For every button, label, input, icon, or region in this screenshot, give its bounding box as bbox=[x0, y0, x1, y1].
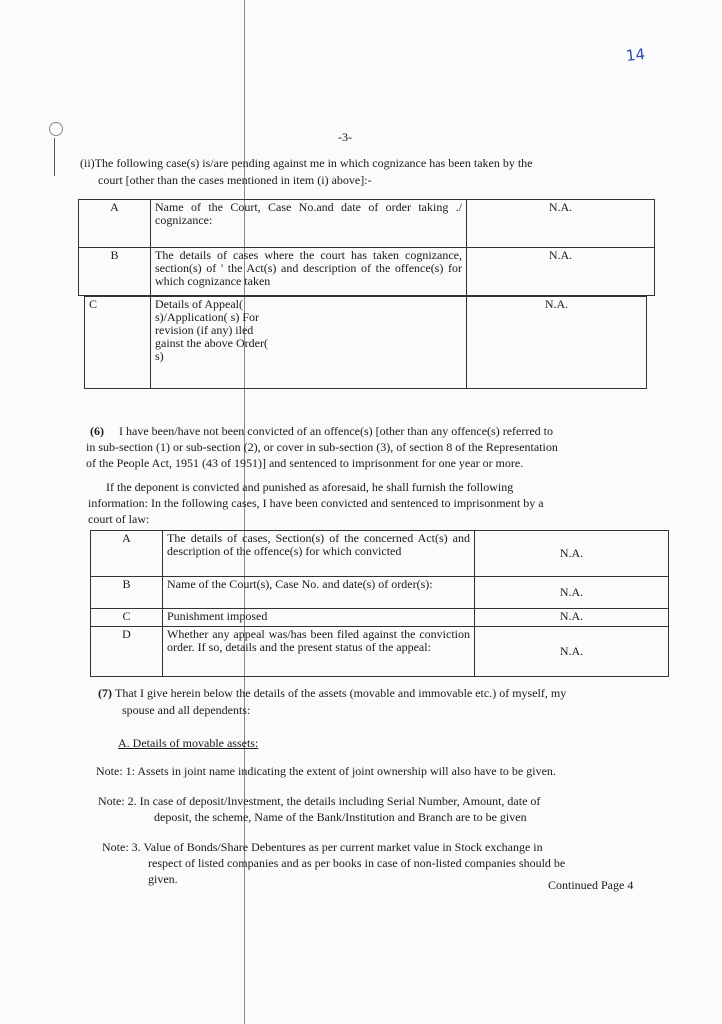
table-row bbox=[79, 248, 655, 296]
note-1: Note: 1: Assets in joint name indicating the extent of joint ownership will also have to be given. bbox=[96, 764, 556, 778]
row-value: N.A. bbox=[475, 627, 669, 677]
row-id: B bbox=[91, 577, 163, 609]
convicted-line-2: information: In the following cases, I have been convicted and sentenced to imprisonment by a bbox=[88, 496, 544, 510]
conviction-table bbox=[90, 530, 669, 677]
row-id: B bbox=[79, 248, 151, 296]
para7-text: That I give herein below the details of the assets (movable and immovable etc.) of myself, my bbox=[115, 686, 567, 700]
table-row bbox=[91, 627, 669, 677]
para6-line-1 bbox=[90, 424, 650, 439]
row-text: Name of the Court(s), Case No. and date(s) of order(s): bbox=[163, 577, 475, 609]
row-id: C bbox=[85, 297, 151, 389]
appeal-details-table bbox=[84, 296, 647, 389]
row-value: N.A. bbox=[475, 531, 669, 577]
convicted-line-3: court of law: bbox=[88, 512, 150, 526]
table-row bbox=[91, 577, 669, 609]
row-value: N.A. bbox=[467, 248, 655, 296]
continued-label: Continued Page 4 bbox=[548, 878, 634, 892]
row-text: The details of cases where the court has taken cognizance, section(s) of ' the Act(s) and description of the offence(s) for which cognizance taken bbox=[151, 248, 467, 296]
row-value: N.A. bbox=[475, 609, 669, 627]
para7-number: (7) bbox=[98, 686, 112, 700]
note-2-line-1: Note: 2. In case of deposit/Investment, the details including Serial Number, Amount, date of bbox=[98, 794, 541, 808]
row-id: D bbox=[91, 627, 163, 677]
row-text: Name of the Court, Case No.and date of order taking ./ cognizance: bbox=[151, 200, 467, 248]
convicted-line-1: If the deponent is convicted and punished as aforesaid, he shall furnish the following bbox=[106, 480, 514, 494]
table-row bbox=[91, 609, 669, 627]
row-id: C bbox=[91, 609, 163, 627]
table-row bbox=[85, 297, 647, 389]
row-value: N.A. bbox=[475, 577, 669, 609]
row-value: N.A. bbox=[467, 297, 647, 389]
folio-number: 14 bbox=[625, 45, 646, 65]
row-text: The details of cases, Section(s) of the concerned Act(s) and description of the offence(s) for which convicted bbox=[163, 531, 475, 577]
page-number: -3- bbox=[338, 130, 352, 144]
note-3-line-2: respect of listed companies and as per books in case of non-listed companies should be bbox=[148, 856, 566, 870]
table-row bbox=[91, 531, 669, 577]
pending-cases-table bbox=[78, 199, 655, 296]
intro-line-1: (ii)The following case(s) is/are pending against me in which cognizance has been taken by the bbox=[80, 156, 533, 170]
intro-line-2: court [other than the cases mentioned in item (i) above]:- bbox=[98, 173, 372, 187]
table-row bbox=[79, 200, 655, 248]
para6-line-2: in sub-section (1) or sub-section (2), or cover in sub-section (3), of section 8 of the Representation bbox=[86, 440, 558, 454]
para7-line-1 bbox=[98, 686, 668, 701]
row-text: Details of Appeal( s)/Application( s) For revision (if any) iled gainst the above Order( s) bbox=[151, 297, 467, 389]
para7-line-2: spouse and all dependents: bbox=[122, 703, 251, 717]
para6-number: (6) bbox=[90, 424, 104, 438]
row-id: A bbox=[79, 200, 151, 248]
note-3-line-1: Note: 3. Value of Bonds/Share Debentures as per current market value in Stock exchange in bbox=[102, 840, 543, 854]
row-text: Punishment imposed bbox=[163, 609, 475, 627]
note-2-line-2: deposit, the scheme, Name of the Bank/Institution and Branch are to be given bbox=[154, 810, 527, 824]
row-text: Whether any appeal was/has been filed against the conviction order. If so, details and the present status of the appeal: bbox=[163, 627, 475, 677]
note-3-line-3: given. bbox=[148, 872, 178, 886]
punch-hole bbox=[49, 122, 63, 136]
movable-assets-heading: A. Details of movable assets: bbox=[118, 736, 259, 750]
row-value: N.A. bbox=[467, 200, 655, 248]
margin-mark bbox=[54, 138, 55, 176]
para6-text: I have been/have not been convicted of an offence(s) [other than any offence(s) referred to bbox=[119, 424, 554, 438]
row-id: A bbox=[91, 531, 163, 577]
para6-line-3: of the People Act, 1951 (43 of 1951)] and sentenced to imprisonment for one year or more. bbox=[86, 456, 524, 470]
